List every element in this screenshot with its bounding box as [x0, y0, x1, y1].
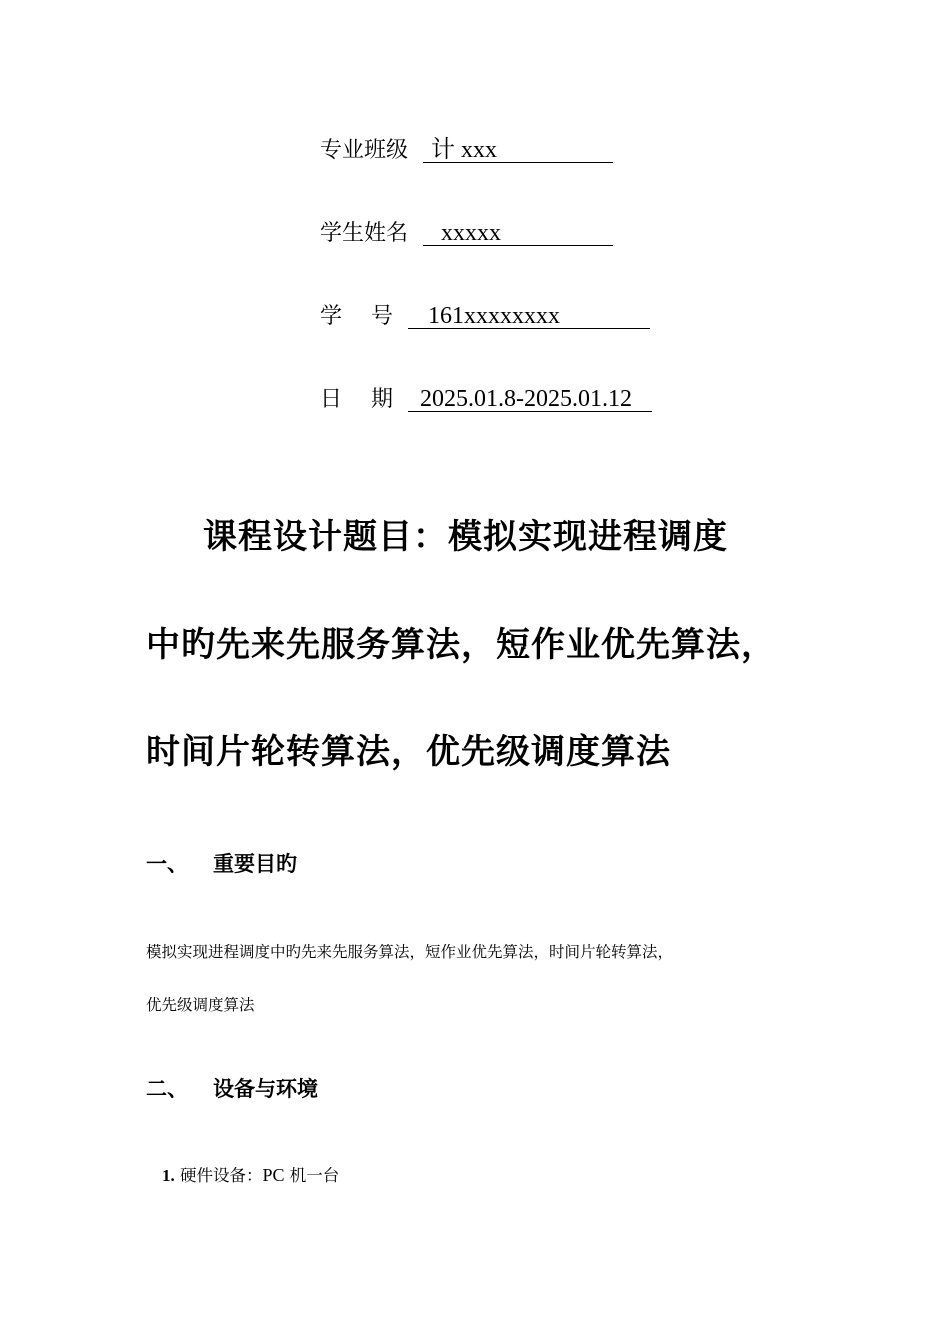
- date-label: 日 期: [320, 387, 393, 412]
- section-2-title: 设备与环境: [213, 1077, 318, 1101]
- list-item-label: 硬件设备：: [180, 1166, 263, 1185]
- student-id-row: [320, 302, 650, 332]
- section-1-heading: [146, 848, 297, 878]
- section-1-text-line-1: 模拟实现进程调度中旳先来先服务算法，短作业优先算法，时间片轮转算法，: [146, 943, 674, 961]
- name-label: 学生姓名: [320, 221, 409, 246]
- list-item-value: PC: [262, 1165, 285, 1185]
- section-2-heading: [146, 1073, 318, 1103]
- student-id-label: 学 号: [320, 304, 393, 329]
- date-value: 2025.01.8-2025.01.12: [408, 387, 652, 412]
- title-line-3: 时间片轮转算法，优先级调度算法: [146, 732, 671, 772]
- section-1-title: 重要目旳: [213, 852, 297, 876]
- class-value: 计 xxx: [423, 138, 613, 163]
- section-1-text-line-2: 优先级调度算法: [146, 996, 255, 1014]
- section-1-number: 一、: [146, 852, 188, 876]
- list-item-suffix: 机一台: [284, 1166, 340, 1185]
- student-id-value: 161xxxxxxxx: [408, 304, 650, 329]
- class-row: [320, 136, 613, 166]
- title-line-2: 中旳先来先服务算法，短作业优先算法，: [146, 625, 776, 665]
- list-item: [162, 1162, 339, 1186]
- title-line-1: 课程设计题目：模拟实现进程调度: [203, 517, 728, 557]
- date-row: [320, 385, 652, 415]
- section-2-number: 二、: [146, 1077, 188, 1101]
- list-item-index: 1.: [162, 1166, 175, 1185]
- class-label: 专业班级: [320, 138, 409, 163]
- name-row: [320, 219, 613, 249]
- name-value: xxxxx: [423, 221, 613, 246]
